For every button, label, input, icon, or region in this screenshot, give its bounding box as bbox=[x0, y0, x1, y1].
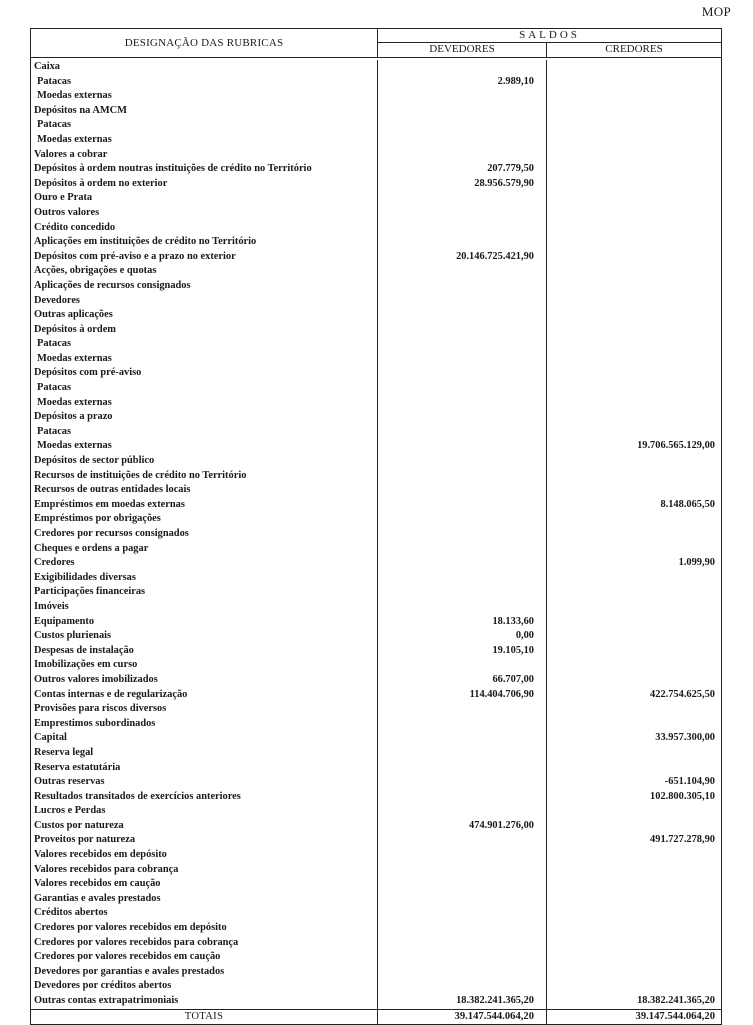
table-row bbox=[31, 673, 721, 688]
table-row bbox=[31, 950, 721, 965]
table-row bbox=[31, 206, 721, 221]
row-debit-balance bbox=[378, 921, 547, 936]
row-designation: Recursos de outras entidades locais bbox=[31, 483, 378, 498]
row-debit-balance bbox=[378, 906, 547, 921]
table-row bbox=[31, 308, 721, 323]
row-credit-balance bbox=[547, 717, 721, 732]
row-designation: Patacas bbox=[31, 381, 378, 396]
row-designation: Equipamento bbox=[31, 615, 378, 630]
row-debit-balance bbox=[378, 731, 547, 746]
table-row bbox=[31, 746, 721, 761]
row-credit-balance bbox=[547, 804, 721, 819]
row-debit-balance: 0,00 bbox=[378, 629, 547, 644]
table-row bbox=[31, 731, 721, 746]
row-debit-balance bbox=[378, 833, 547, 848]
row-designation: Acções, obrigações e quotas bbox=[31, 264, 378, 279]
totals-credit: 39.147.544.064,20 bbox=[635, 1010, 715, 1022]
row-debit-balance: 28.956.579,90 bbox=[378, 177, 547, 192]
table-row bbox=[31, 191, 721, 206]
row-credit-balance bbox=[547, 629, 721, 644]
table-row bbox=[31, 644, 721, 659]
row-debit-balance bbox=[378, 439, 547, 454]
row-credit-balance: 491.727.278,90 bbox=[650, 834, 715, 846]
row-credit-balance: 18.382.241.365,20 bbox=[637, 995, 715, 1006]
row-debit-balance bbox=[378, 396, 547, 411]
row-designation: Imobilizações em curso bbox=[31, 658, 378, 673]
row-designation: Empréstimos por obrigações bbox=[31, 512, 378, 527]
row-credit-balance bbox=[547, 323, 721, 338]
row-debit-balance bbox=[378, 804, 547, 819]
debit-column-header: DEVEDORES bbox=[378, 43, 547, 57]
row-credit-balance: 19.706.565.129,00 bbox=[637, 440, 715, 452]
row-debit-balance bbox=[378, 352, 547, 367]
row-credit-balance bbox=[547, 921, 721, 936]
table-row bbox=[31, 148, 721, 163]
table-row bbox=[31, 454, 721, 469]
table-row bbox=[31, 804, 721, 819]
row-credit-balance bbox=[547, 133, 721, 148]
row-designation: Aplicações em instituições de crédito no Território bbox=[31, 235, 378, 250]
row-credit-balance: -651.104,90 bbox=[664, 776, 715, 788]
row-debit-balance: 207.779,50 bbox=[378, 162, 547, 177]
row-designation: Outras aplicações bbox=[31, 308, 378, 323]
row-designation: Valores recebidos em caução bbox=[31, 877, 378, 892]
row-credit-balance bbox=[547, 906, 721, 921]
row-designation: Aplicações de recursos consignados bbox=[31, 279, 378, 294]
row-designation: Depósitos com pré-aviso bbox=[31, 366, 378, 381]
table-row bbox=[31, 366, 721, 381]
row-designation: Moedas externas bbox=[31, 352, 378, 367]
row-designation: Capital bbox=[31, 731, 378, 746]
row-debit-balance bbox=[378, 979, 547, 994]
table-row bbox=[31, 819, 721, 834]
row-debit-balance bbox=[378, 863, 547, 878]
table-row bbox=[31, 221, 721, 236]
table-row bbox=[31, 235, 721, 250]
table-row bbox=[31, 702, 721, 717]
row-credit-balance bbox=[547, 571, 721, 586]
row-credit-balance: 33.957.300,00 bbox=[655, 732, 715, 744]
row-debit-balance bbox=[378, 264, 547, 279]
table-row bbox=[31, 58, 721, 75]
row-debit-balance: 18.133,60 bbox=[378, 615, 547, 630]
row-designation: Resultados transitados de exercícios anteriores bbox=[31, 790, 378, 805]
table-row bbox=[31, 571, 721, 586]
row-credit-balance bbox=[547, 89, 721, 104]
row-credit-balance bbox=[547, 206, 721, 221]
table-row bbox=[31, 790, 721, 805]
row-credit-balance bbox=[547, 191, 721, 206]
row-credit-balance bbox=[547, 483, 721, 498]
totals-row bbox=[31, 1009, 721, 1024]
table-row bbox=[31, 629, 721, 644]
row-debit-balance bbox=[378, 410, 547, 425]
row-credit-balance bbox=[547, 118, 721, 133]
row-credit-balance bbox=[547, 454, 721, 469]
row-designation: Contas internas e de regularização bbox=[31, 688, 378, 703]
table-row bbox=[31, 615, 721, 630]
row-debit-balance bbox=[378, 848, 547, 863]
row-credit-balance bbox=[547, 600, 721, 615]
table-row bbox=[31, 439, 721, 454]
row-debit-balance bbox=[378, 717, 547, 732]
row-credit-balance bbox=[547, 148, 721, 163]
row-designation: Valores a cobrar bbox=[31, 148, 378, 163]
row-debit-balance bbox=[378, 148, 547, 163]
row-debit-balance bbox=[378, 965, 547, 980]
table-row bbox=[31, 921, 721, 936]
row-debit-balance bbox=[378, 469, 547, 484]
row-debit-balance bbox=[378, 877, 547, 892]
table-row bbox=[31, 556, 721, 571]
totals-debit: 39.147.544.064,20 bbox=[378, 1010, 547, 1024]
row-debit-balance bbox=[378, 527, 547, 542]
row-debit-balance bbox=[378, 381, 547, 396]
row-debit-balance bbox=[378, 542, 547, 557]
row-credit-balance bbox=[547, 965, 721, 980]
row-designation: Outros valores bbox=[31, 206, 378, 221]
row-debit-balance bbox=[378, 585, 547, 600]
row-credit-balance bbox=[547, 396, 721, 411]
table-row bbox=[31, 118, 721, 133]
row-credit-balance bbox=[547, 746, 721, 761]
row-designation: Patacas bbox=[31, 75, 378, 90]
row-credit-balance bbox=[547, 162, 721, 177]
table-row bbox=[31, 381, 721, 396]
row-debit-balance bbox=[378, 512, 547, 527]
row-designation: Credores por valores recebidos em caução bbox=[31, 950, 378, 965]
table-row bbox=[31, 512, 721, 527]
row-debit-balance: 19.105,10 bbox=[378, 644, 547, 659]
row-credit-balance bbox=[547, 177, 721, 192]
row-debit-balance bbox=[378, 133, 547, 148]
balance-sheet-table bbox=[30, 28, 722, 1025]
row-credit-balance bbox=[547, 542, 721, 557]
row-debit-balance bbox=[378, 454, 547, 469]
row-debit-balance bbox=[378, 556, 547, 571]
row-debit-balance bbox=[378, 337, 547, 352]
row-designation: Garantias e avales prestados bbox=[31, 892, 378, 907]
row-credit-balance bbox=[547, 425, 721, 440]
table-row bbox=[31, 352, 721, 367]
row-designation: Depósitos com pré-aviso e a prazo no exterior bbox=[31, 250, 378, 265]
row-debit-balance bbox=[378, 702, 547, 717]
row-designation: Patacas bbox=[31, 118, 378, 133]
table-row bbox=[31, 133, 721, 148]
row-credit-balance bbox=[547, 644, 721, 659]
row-credit-balance bbox=[547, 863, 721, 878]
row-designation: Outras contas extrapatrimoniais bbox=[31, 994, 378, 1009]
row-designation: Valores recebidos para cobrança bbox=[31, 863, 378, 878]
row-credit-balance bbox=[547, 60, 721, 75]
table-row bbox=[31, 906, 721, 921]
row-debit-balance bbox=[378, 235, 547, 250]
designation-header: DESIGNAÇÃO DAS RUBRICAS bbox=[31, 29, 378, 57]
row-credit-balance bbox=[547, 585, 721, 600]
row-designation: Recursos de instituições de crédito no Território bbox=[31, 469, 378, 484]
table-row bbox=[31, 965, 721, 980]
row-credit-balance: 102.800.305,10 bbox=[650, 790, 715, 802]
row-debit-balance bbox=[378, 790, 547, 805]
row-credit-balance: 422.754.625,50 bbox=[650, 688, 715, 700]
table-row bbox=[31, 658, 721, 673]
row-designation: Reserva estatutária bbox=[31, 761, 378, 776]
row-designation: Patacas bbox=[31, 425, 378, 440]
row-designation: Devedores por garantias e avales prestados bbox=[31, 965, 378, 980]
row-designation: Créditos abertos bbox=[31, 906, 378, 921]
row-debit-balance bbox=[378, 746, 547, 761]
row-credit-balance bbox=[547, 279, 721, 294]
row-credit-balance bbox=[547, 264, 721, 279]
row-designation: Imóveis bbox=[31, 600, 378, 615]
row-designation: Valores recebidos em depósito bbox=[31, 848, 378, 863]
row-designation: Proveitos por natureza bbox=[31, 833, 378, 848]
row-designation: Despesas de instalação bbox=[31, 644, 378, 659]
row-debit-balance: 474.901.276,00 bbox=[378, 819, 547, 834]
row-debit-balance bbox=[378, 936, 547, 951]
table-row bbox=[31, 936, 721, 951]
row-designation: Devedores bbox=[31, 294, 378, 309]
table-row bbox=[31, 425, 721, 440]
row-designation: Participações financeiras bbox=[31, 585, 378, 600]
row-credit-balance bbox=[547, 512, 721, 527]
row-debit-balance bbox=[378, 950, 547, 965]
table-row bbox=[31, 833, 721, 848]
row-credit-balance bbox=[547, 761, 721, 776]
table-row bbox=[31, 979, 721, 994]
row-credit-balance: 8.148.065,50 bbox=[660, 498, 715, 510]
row-debit-balance bbox=[378, 498, 547, 513]
table-row bbox=[31, 294, 721, 309]
row-debit-balance bbox=[378, 366, 547, 381]
row-designation: Credores bbox=[31, 556, 378, 571]
row-debit-balance bbox=[378, 323, 547, 338]
row-designation: Credores por valores recebidos para cobrança bbox=[31, 936, 378, 951]
row-designation: Custos por natureza bbox=[31, 819, 378, 834]
row-credit-balance bbox=[547, 250, 721, 265]
row-debit-balance bbox=[378, 89, 547, 104]
row-designation: Depósitos à ordem no exterior bbox=[31, 177, 378, 192]
row-designation: Depósitos à ordem noutras instituições de crédito no Território bbox=[31, 162, 378, 177]
table-row bbox=[31, 848, 721, 863]
table-row bbox=[31, 250, 721, 265]
table-row bbox=[31, 75, 721, 90]
row-credit-balance bbox=[547, 381, 721, 396]
table-row bbox=[31, 527, 721, 542]
table-body bbox=[31, 58, 721, 1009]
row-debit-balance bbox=[378, 658, 547, 673]
totals-label: TOTAIS bbox=[31, 1010, 378, 1024]
row-designation: Cheques e ordens a pagar bbox=[31, 542, 378, 557]
row-designation: Devedores por créditos abertos bbox=[31, 979, 378, 994]
table-header bbox=[31, 29, 721, 58]
table-row bbox=[31, 877, 721, 892]
table-row bbox=[31, 994, 721, 1009]
row-credit-balance bbox=[547, 979, 721, 994]
row-credit-balance bbox=[547, 75, 721, 90]
row-debit-balance bbox=[378, 571, 547, 586]
row-designation: Outros valores imobilizados bbox=[31, 673, 378, 688]
row-designation: Emprestimos subordinados bbox=[31, 717, 378, 732]
row-designation: Ouro e Prata bbox=[31, 191, 378, 206]
table-row bbox=[31, 104, 721, 119]
row-credit-balance bbox=[547, 294, 721, 309]
row-credit-balance bbox=[547, 221, 721, 236]
table-row bbox=[31, 162, 721, 177]
row-debit-balance: 20.146.725.421,90 bbox=[378, 250, 547, 265]
row-credit-balance bbox=[547, 366, 721, 381]
table-row bbox=[31, 892, 721, 907]
table-row bbox=[31, 600, 721, 615]
row-debit-balance: 2.989,10 bbox=[378, 75, 547, 90]
row-credit-balance bbox=[547, 352, 721, 367]
row-designation: Moedas externas bbox=[31, 133, 378, 148]
row-designation: Credores por valores recebidos em depósito bbox=[31, 921, 378, 936]
row-debit-balance bbox=[378, 206, 547, 221]
row-designation: Moedas externas bbox=[31, 396, 378, 411]
row-credit-balance bbox=[547, 673, 721, 688]
row-debit-balance bbox=[378, 294, 547, 309]
row-debit-balance: 18.382.241.365,20 bbox=[378, 994, 547, 1009]
row-designation: Credores por recursos consignados bbox=[31, 527, 378, 542]
row-designation: Depósitos na AMCM bbox=[31, 104, 378, 119]
row-debit-balance bbox=[378, 191, 547, 206]
currency-label: MOP bbox=[701, 4, 731, 19]
row-designation: Custos plurienais bbox=[31, 629, 378, 644]
table-row bbox=[31, 498, 721, 513]
row-credit-balance bbox=[547, 892, 721, 907]
row-designation: Depósitos a prazo bbox=[31, 410, 378, 425]
table-row bbox=[31, 761, 721, 776]
table-row bbox=[31, 396, 721, 411]
row-designation: Patacas bbox=[31, 337, 378, 352]
row-debit-balance bbox=[378, 600, 547, 615]
row-designation: Reserva legal bbox=[31, 746, 378, 761]
row-credit-balance bbox=[547, 658, 721, 673]
row-debit-balance bbox=[378, 60, 547, 75]
row-designation: Outras reservas bbox=[31, 775, 378, 790]
row-credit-balance bbox=[547, 877, 721, 892]
table-row bbox=[31, 717, 721, 732]
row-designation: Empréstimos em moedas externas bbox=[31, 498, 378, 513]
table-row bbox=[31, 410, 721, 425]
table-row bbox=[31, 469, 721, 484]
table-row bbox=[31, 323, 721, 338]
row-designation: Depósitos de sector público bbox=[31, 454, 378, 469]
row-designation: Caixa bbox=[31, 60, 378, 75]
table-row bbox=[31, 585, 721, 600]
table-row bbox=[31, 542, 721, 557]
row-credit-balance bbox=[547, 950, 721, 965]
row-credit-balance: 1.099,90 bbox=[678, 557, 715, 569]
row-debit-balance bbox=[378, 104, 547, 119]
table-row bbox=[31, 264, 721, 279]
row-designation: Depósitos à ordem bbox=[31, 323, 378, 338]
row-debit-balance bbox=[378, 892, 547, 907]
table-row bbox=[31, 337, 721, 352]
row-credit-balance bbox=[547, 410, 721, 425]
row-credit-balance bbox=[547, 308, 721, 323]
row-debit-balance: 66.707,00 bbox=[378, 673, 547, 688]
row-designation: Provisões para riscos diversos bbox=[31, 702, 378, 717]
table-row bbox=[31, 177, 721, 192]
row-debit-balance bbox=[378, 425, 547, 440]
row-credit-balance bbox=[547, 337, 721, 352]
table-row bbox=[31, 688, 721, 703]
row-designation: Lucros e Perdas bbox=[31, 804, 378, 819]
row-debit-balance bbox=[378, 279, 547, 294]
row-designation: Crédito concedido bbox=[31, 221, 378, 236]
row-credit-balance bbox=[547, 615, 721, 630]
row-debit-balance: 114.404.706,90 bbox=[378, 688, 547, 703]
row-debit-balance bbox=[378, 308, 547, 323]
row-debit-balance bbox=[378, 775, 547, 790]
table-row bbox=[31, 89, 721, 104]
row-credit-balance bbox=[547, 104, 721, 119]
row-credit-balance bbox=[547, 527, 721, 542]
row-credit-balance bbox=[547, 469, 721, 484]
table-row bbox=[31, 483, 721, 498]
row-designation: Moedas externas bbox=[31, 89, 378, 104]
row-credit-balance bbox=[547, 848, 721, 863]
row-credit-balance bbox=[547, 235, 721, 250]
credit-column-header: CREDORES bbox=[605, 43, 663, 55]
row-debit-balance bbox=[378, 761, 547, 776]
row-designation: Moedas externas bbox=[31, 439, 378, 454]
balances-header: SALDOS bbox=[378, 29, 721, 43]
table-row bbox=[31, 279, 721, 294]
table-row bbox=[31, 863, 721, 878]
row-credit-balance bbox=[547, 702, 721, 717]
row-debit-balance bbox=[378, 483, 547, 498]
row-designation: Exigibilidades diversas bbox=[31, 571, 378, 586]
table-row bbox=[31, 775, 721, 790]
row-credit-balance bbox=[547, 819, 721, 834]
row-debit-balance bbox=[378, 221, 547, 236]
row-credit-balance bbox=[547, 936, 721, 951]
row-debit-balance bbox=[378, 118, 547, 133]
